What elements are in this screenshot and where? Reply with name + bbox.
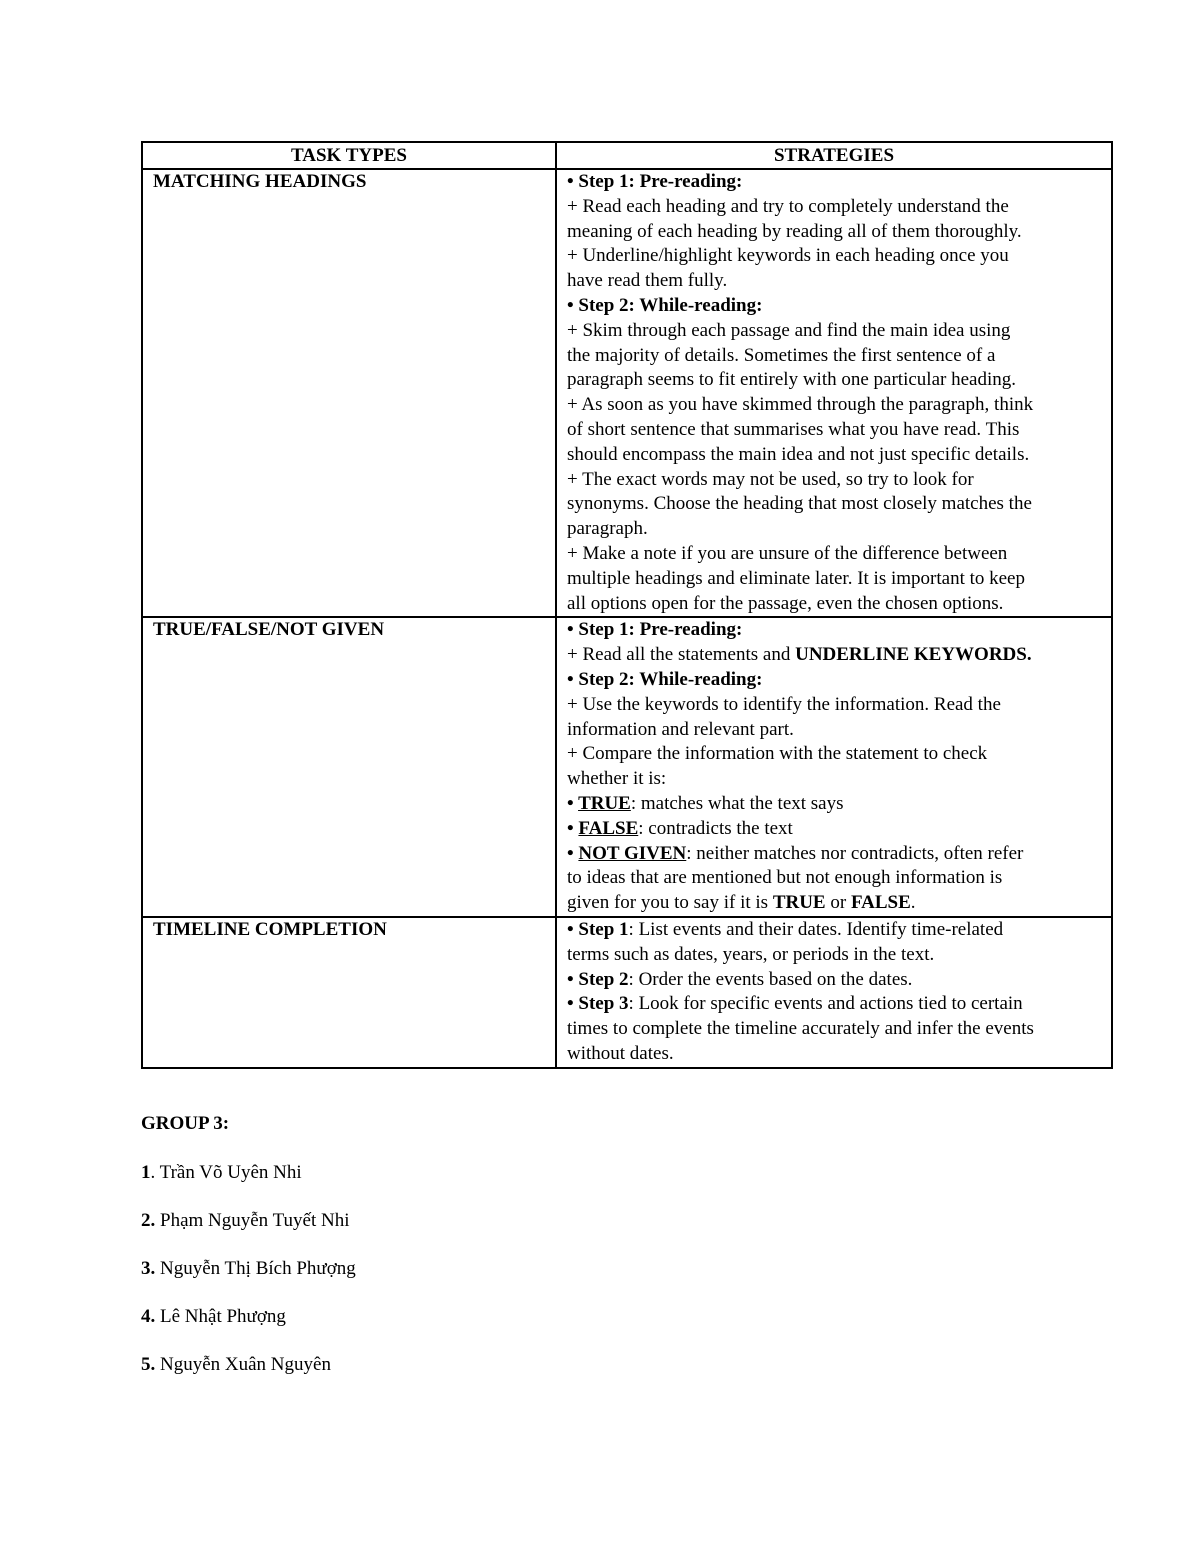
list-item: 5. Nguyễn Xuân Nguyên [141, 1354, 331, 1375]
strategy-line: of short sentence that summarises what you have read. This [567, 418, 1020, 440]
strategy-line: + Read all the statements and UNDERLINE KEYWORDS. [567, 644, 1032, 666]
task-type-cell: MATCHING HEADINGS [142, 169, 556, 617]
strategy-line: paragraph. [567, 518, 648, 540]
strategy-line: + Underline/highlight keywords in each heading once you [567, 245, 1009, 267]
task-type-cell: TIMELINE COMPLETION [142, 917, 556, 1068]
strategy-line: paragraph seems to fit entirely with one particular heading. [567, 369, 1016, 391]
strategy-line: • Step 1: Pre-reading: [567, 619, 743, 641]
strategy-line: + The exact words may not be used, so try to look for [567, 468, 974, 490]
list-item: 1. Trần Võ Uyên Nhi [141, 1162, 302, 1183]
strategy-line: • TRUE: matches what the text says [567, 792, 844, 814]
strategy-line: • Step 1: List events and their dates. Identify time-related [567, 918, 1004, 940]
strategy-line: + Read each heading and try to completely understand the [567, 195, 1009, 217]
strategy-line: to ideas that are mentioned but not enough information is [567, 867, 1003, 889]
table-row [142, 169, 1112, 617]
strategy-cell [556, 169, 1112, 617]
strategy-line: • NOT GIVEN: neither matches nor contradicts, often refer [567, 842, 1024, 864]
strategy-line: have read them fully. [567, 270, 728, 292]
list-item: 2. Phạm Nguyễn Tuyết Nhi [141, 1210, 350, 1231]
strategy-line: • Step 2: Order the events based on the dates. [567, 968, 913, 990]
strategy-line: • FALSE: contradicts the text [567, 817, 793, 839]
task-type-cell: TRUE/FALSE/NOT GIVEN [142, 617, 556, 917]
strategy-line: the majority of details. Sometimes the first sentence of a [567, 344, 996, 366]
table-row [142, 917, 1112, 1068]
list-item: 4. Lê Nhật Phượng [141, 1306, 286, 1327]
strategy-line: meaning of each heading by reading all of them thoroughly. [567, 220, 1022, 242]
strategy-cell [556, 617, 1112, 917]
strategy-line: + Use the keywords to identify the information. Read the [567, 693, 1001, 715]
table-header-row [142, 142, 1112, 169]
header-task-types: TASK TYPES [142, 142, 556, 169]
strategy-line: given for you to say if it is TRUE or FALSE. [567, 892, 916, 914]
strategy-line: multiple headings and eliminate later. It is important to keep [567, 567, 1025, 589]
group-title: GROUP 3: [141, 1113, 230, 1134]
strategy-line: should encompass the main idea and not just specific details. [567, 443, 1030, 465]
strategy-line: + Skim through each passage and find the main idea using [567, 319, 1011, 341]
strategies-table [141, 141, 1113, 1069]
strategy-line: + Make a note if you are unsure of the difference between [567, 542, 1008, 564]
strategy-cell [556, 917, 1112, 1068]
strategy-line: • Step 2: While-reading: [567, 294, 763, 316]
strategy-line: whether it is: [567, 768, 667, 790]
strategy-line: synonyms. Choose the heading that most closely matches the [567, 493, 1032, 515]
header-strategies: STRATEGIES [556, 142, 1112, 169]
strategy-line: times to complete the timeline accurately and infer the events [567, 1018, 1034, 1040]
strategy-line: terms such as dates, years, or periods in the text. [567, 943, 935, 965]
strategy-line: all options open for the passage, even the chosen options. [567, 592, 1004, 614]
strategy-line: • Step 1: Pre-reading: [567, 171, 743, 192]
table-row [142, 617, 1112, 917]
strategy-line: + Compare the information with the statement to check [567, 743, 988, 765]
strategy-line: • Step 2: While-reading: [567, 668, 763, 690]
member-list [141, 1161, 356, 1401]
strategy-line: • Step 3: Look for specific events and actions tied to certain [567, 993, 1023, 1015]
strategy-line: information and relevant part. [567, 718, 794, 740]
list-item: 3. Nguyễn Thị Bích Phượng [141, 1258, 356, 1279]
strategy-line: without dates. [567, 1042, 674, 1064]
strategy-line: + As soon as you have skimmed through the paragraph, think [567, 394, 1034, 416]
